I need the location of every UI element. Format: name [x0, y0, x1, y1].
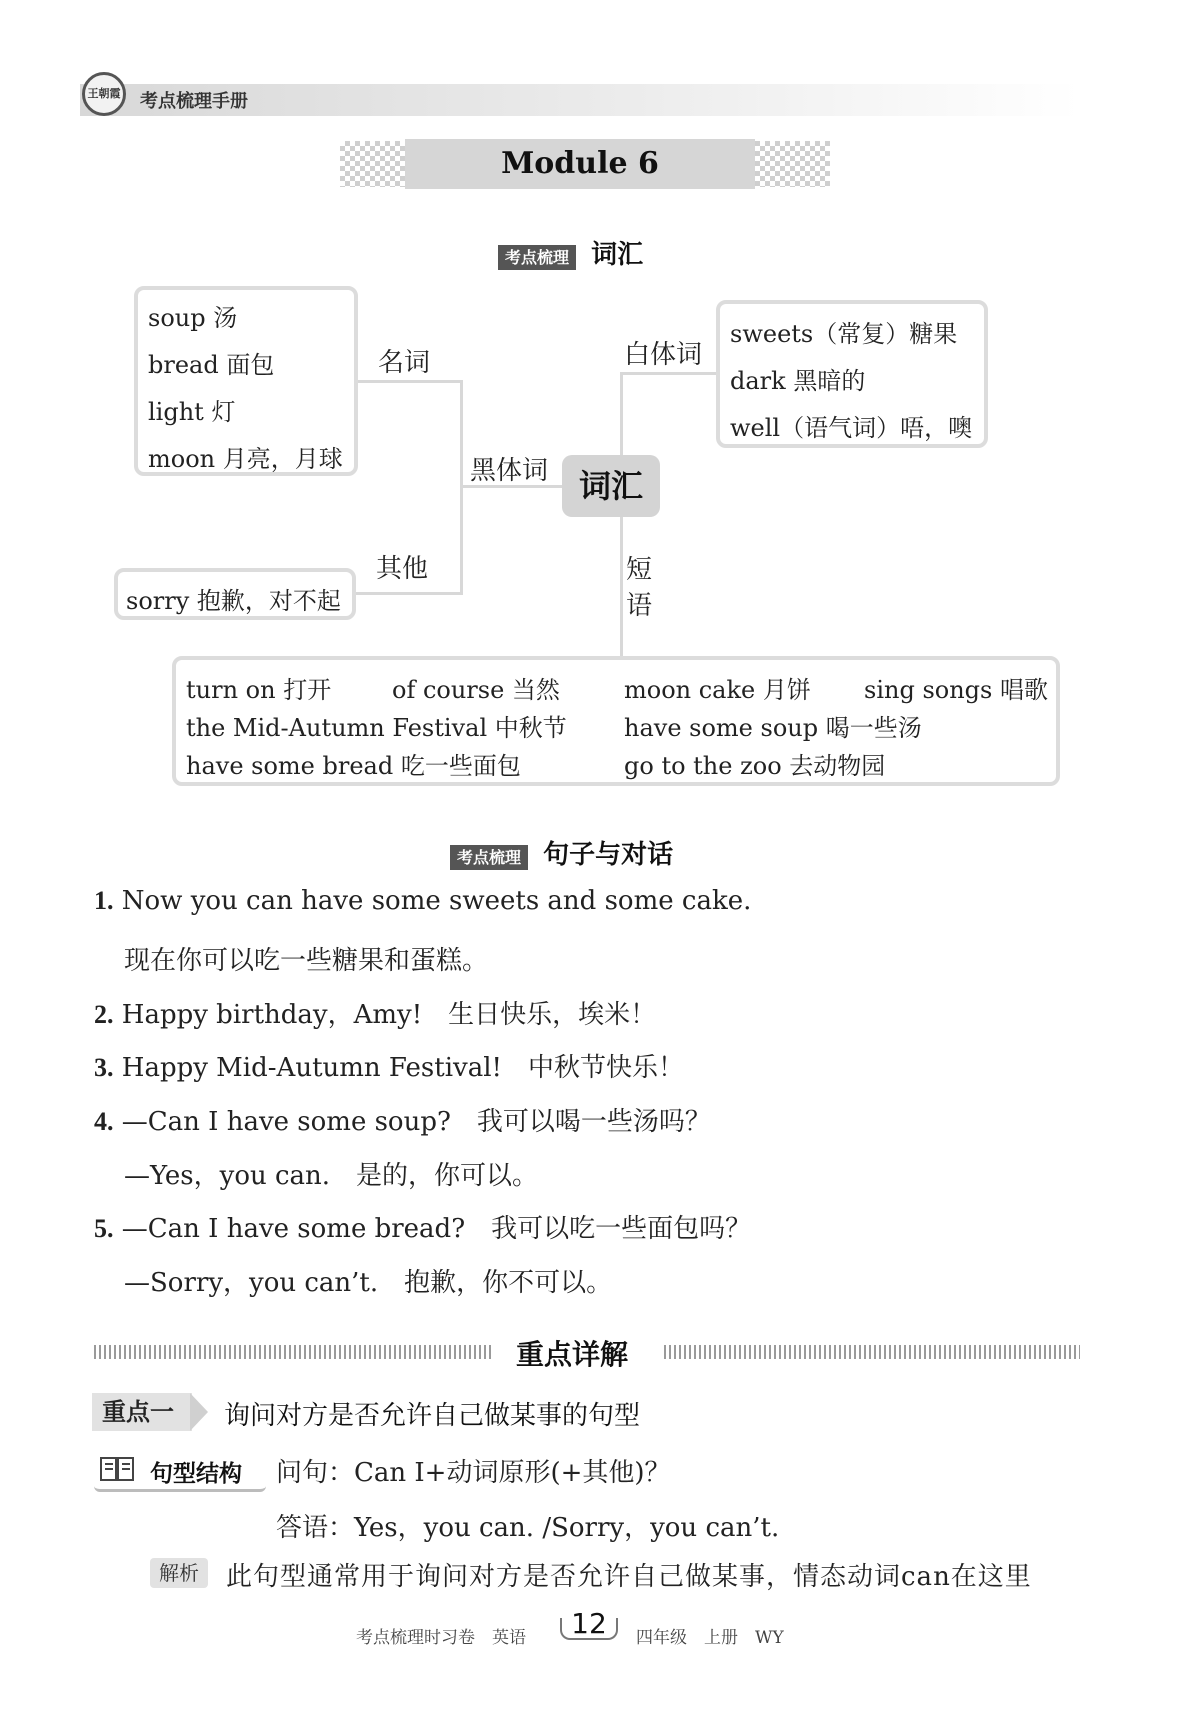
- sentence-text: Happy birthday，Amy! 生日快乐，埃米！: [121, 1000, 657, 1030]
- sentence-1-translation: [124, 940, 488, 977]
- structure-question: 问句：Can I+动词原形(+其他)？: [276, 1458, 671, 1488]
- plain-word-item: well（语气词）唔，噢: [730, 414, 973, 442]
- section-tag: 考点梳理: [450, 845, 528, 870]
- sentence-text: —Can I have some bread? 我可以吃一些面包吗？: [121, 1214, 752, 1244]
- chevron-right-icon: [190, 1393, 208, 1431]
- phrases-label: 短语: [626, 555, 653, 621]
- sentence-number: 1.: [94, 886, 114, 915]
- footer-right: 四年级 上册 WY: [636, 1628, 784, 1648]
- plain-words-label: 白体词: [624, 340, 703, 370]
- banner-pattern-right: [750, 141, 830, 187]
- mindmap-center: 词汇: [562, 455, 660, 517]
- connector: [620, 372, 720, 375]
- connector: [620, 372, 623, 457]
- other-item: sorry 抱歉，对不起: [126, 587, 341, 615]
- connector: [355, 380, 463, 383]
- phrase-item: sing songs 唱歌: [864, 676, 1048, 704]
- divider-left: [94, 1345, 494, 1359]
- phrase-item: have some soup 喝一些汤: [624, 714, 922, 742]
- sentence-2: [94, 994, 656, 1031]
- structure-label: 句型结构: [150, 1461, 242, 1487]
- sentence-text: 现在你可以吃一些糖果和蛋糕。: [124, 946, 489, 976]
- noun-item: moon 月亮，月球: [148, 445, 343, 473]
- key-point-tag: 重点一: [92, 1393, 192, 1431]
- book-icon: [100, 1456, 134, 1482]
- bold-words-label: 黑体词: [470, 456, 549, 486]
- analysis-text: 此句型通常用于询问对方是否允许自己做某事，情态动词can在这里: [226, 1562, 1032, 1592]
- phrase-item: the Mid-Autumn Festival 中秋节: [186, 714, 567, 742]
- header-title: 考点梳理手册: [140, 91, 248, 112]
- sentence-text: —Sorry，you can’t. 抱歉，你不可以。: [124, 1268, 613, 1298]
- sentence-1: [94, 886, 751, 916]
- sentence-4: [94, 1101, 711, 1138]
- nouns-box: [134, 286, 358, 476]
- brand-logo: 王朝霞: [82, 72, 126, 116]
- connector: [620, 517, 623, 662]
- others-label: 其他: [376, 554, 429, 584]
- nouns-label: 名词: [378, 348, 431, 378]
- sentence-text: Happy Mid-Autumn Festival! 中秋节快乐！: [121, 1053, 684, 1083]
- phrase-item: go to the zoo 去动物园: [624, 752, 886, 780]
- sentence-3: [94, 1047, 684, 1084]
- noun-item: bread 面包: [148, 351, 275, 379]
- sentence-text: —Can I have some soup? 我可以喝一些汤吗？: [121, 1107, 711, 1137]
- phrase-item: have some bread 吃一些面包: [186, 752, 521, 780]
- noun-item: soup 汤: [148, 304, 238, 332]
- phrase-item: of course 当然: [392, 676, 560, 704]
- analysis-tag: 解析: [150, 1558, 208, 1588]
- sentence-text: Now you can have some sweets and some cake.: [121, 886, 752, 916]
- divider-right: [664, 1345, 1080, 1359]
- sentence-number: 4.: [94, 1107, 114, 1136]
- sentence-number: 2.: [94, 1000, 114, 1029]
- sentence-4-answer: [124, 1155, 538, 1192]
- sentence-number: 5.: [94, 1214, 114, 1243]
- connector: [355, 592, 463, 595]
- sentence-5: [94, 1208, 751, 1245]
- section-tag: 考点梳理: [498, 245, 576, 270]
- sentence-text: —Yes，you can. 是的，你可以。: [124, 1161, 539, 1191]
- plain-word-item: dark 黑暗的: [730, 367, 866, 395]
- key-points-heading: 重点详解: [516, 1338, 629, 1371]
- phrase-item: turn on 打开: [186, 676, 332, 704]
- sentence-5-answer: [124, 1262, 612, 1299]
- phrases-box: [172, 656, 1060, 786]
- module-title: Module 6: [405, 139, 755, 189]
- others-box: [114, 568, 356, 620]
- section-heading: 词汇: [591, 240, 644, 270]
- section-heading: 句子与对话: [543, 840, 674, 870]
- plain-word-item: sweets（常复）糖果: [730, 320, 958, 348]
- vocab-section-title: [498, 234, 643, 271]
- page-number: 12: [571, 1607, 607, 1640]
- key-point-title: 询问对方是否允许自己做某事的句型: [224, 1401, 641, 1431]
- sentence-number: 3.: [94, 1053, 114, 1082]
- plain-words-box: [716, 300, 988, 448]
- noun-item: light 灯: [148, 398, 236, 426]
- footer-left: 考点梳理时习卷 英语: [356, 1628, 526, 1648]
- sentence-section-title: [450, 834, 673, 871]
- phrase-item: moon cake 月饼: [624, 676, 811, 704]
- structure-answer: 答语：Yes，you can. /Sorry，you can’t.: [276, 1513, 780, 1543]
